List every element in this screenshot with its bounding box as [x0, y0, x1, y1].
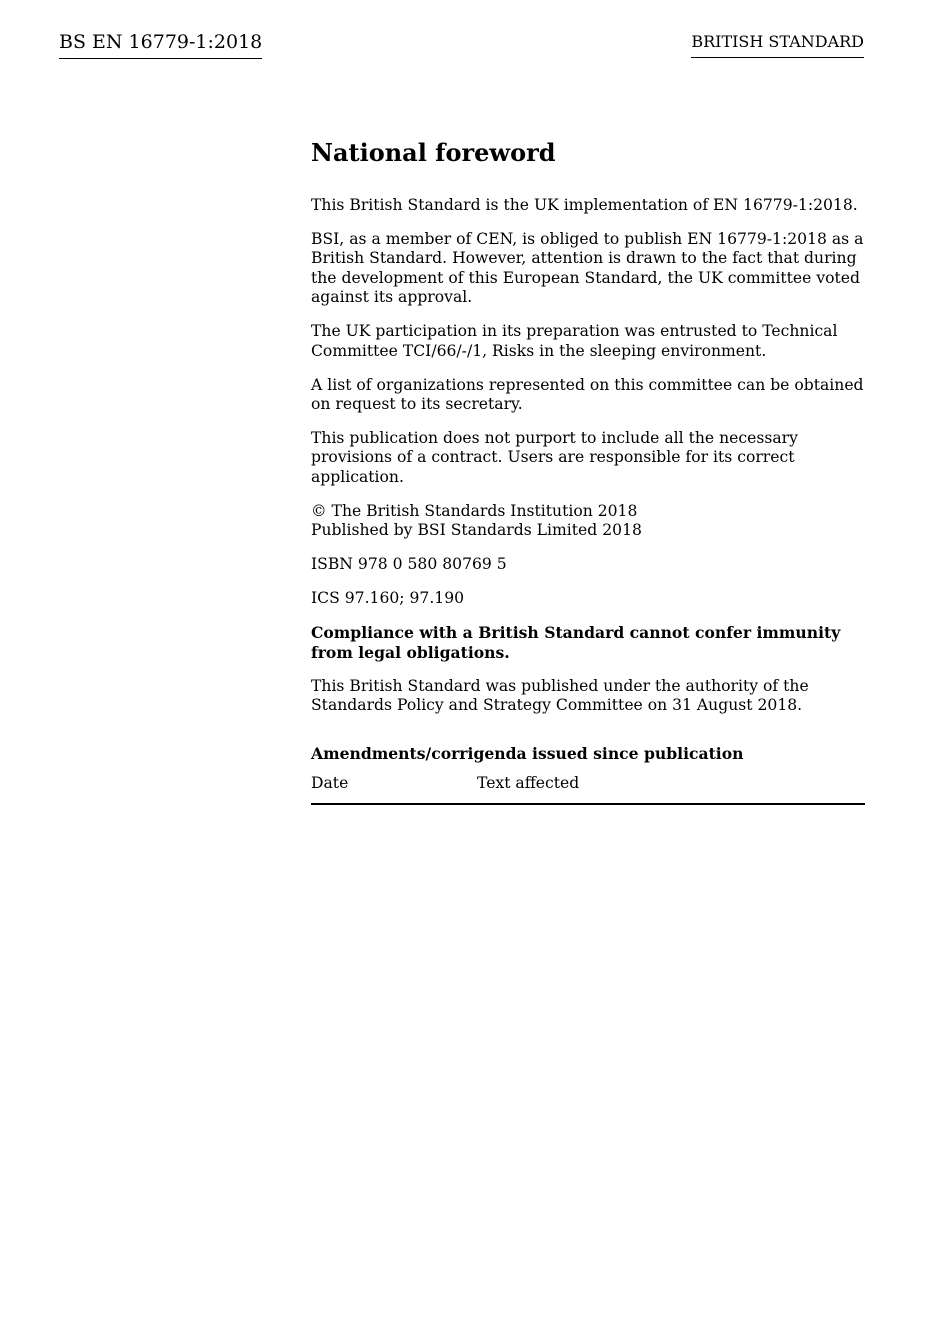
page-title: National foreword	[311, 138, 556, 167]
paragraph-committee-list: A list of organizations represented on this committee can be obtained on request to its secretary.	[311, 375, 864, 414]
publisher-line: Published by BSI Standards Limited 2018	[311, 521, 642, 540]
paragraph-uk-participation: The UK participation in its preparation was entrusted to Technical Committee TCI/66/-/1, Risks in the sleeping environment.	[311, 322, 838, 360]
amendments-table	[311, 774, 865, 805]
amendments-header-row	[311, 774, 865, 804]
column-header-text-affected: Text affected	[477, 774, 865, 804]
copyright-line: © The British Standards Institution 2018	[311, 501, 638, 520]
header-document-id: BS EN 16779-1:2018	[59, 30, 262, 59]
authority-statement: This British Standard was published under the authority of the Standards Policy and Strategy Committee on 31 August 2018.	[311, 676, 809, 715]
paragraph-implementation: This British Standard is the UK implementation of EN 16779-1:2018.	[311, 196, 858, 214]
copyright-block	[311, 502, 865, 541]
compliance-statement: Compliance with a British Standard cannot confer immunity from legal obligations.	[311, 623, 841, 662]
amendments-heading: Amendments/corrigenda issued since publication	[311, 744, 744, 764]
header-series-label: BRITISH STANDARD	[691, 31, 864, 58]
national-foreword-section	[311, 137, 865, 805]
paragraph-contract-disclaimer: This publication does not purport to include all the necessary provisions of a contract. Users are responsible for its correct application.	[311, 429, 798, 486]
isbn-line: ISBN 978 0 580 80769 5	[311, 555, 507, 574]
ics-line: ICS 97.160; 97.190	[311, 589, 465, 608]
paragraph-cen-obligation: BSI, as a member of CEN, is obliged to publish EN 16779-1:2018 as a British Standard. However, attention is drawn to the fact that during the development of this European Standard, the UK committee voted against its approval.	[311, 230, 864, 307]
column-header-date: Date	[311, 774, 477, 804]
